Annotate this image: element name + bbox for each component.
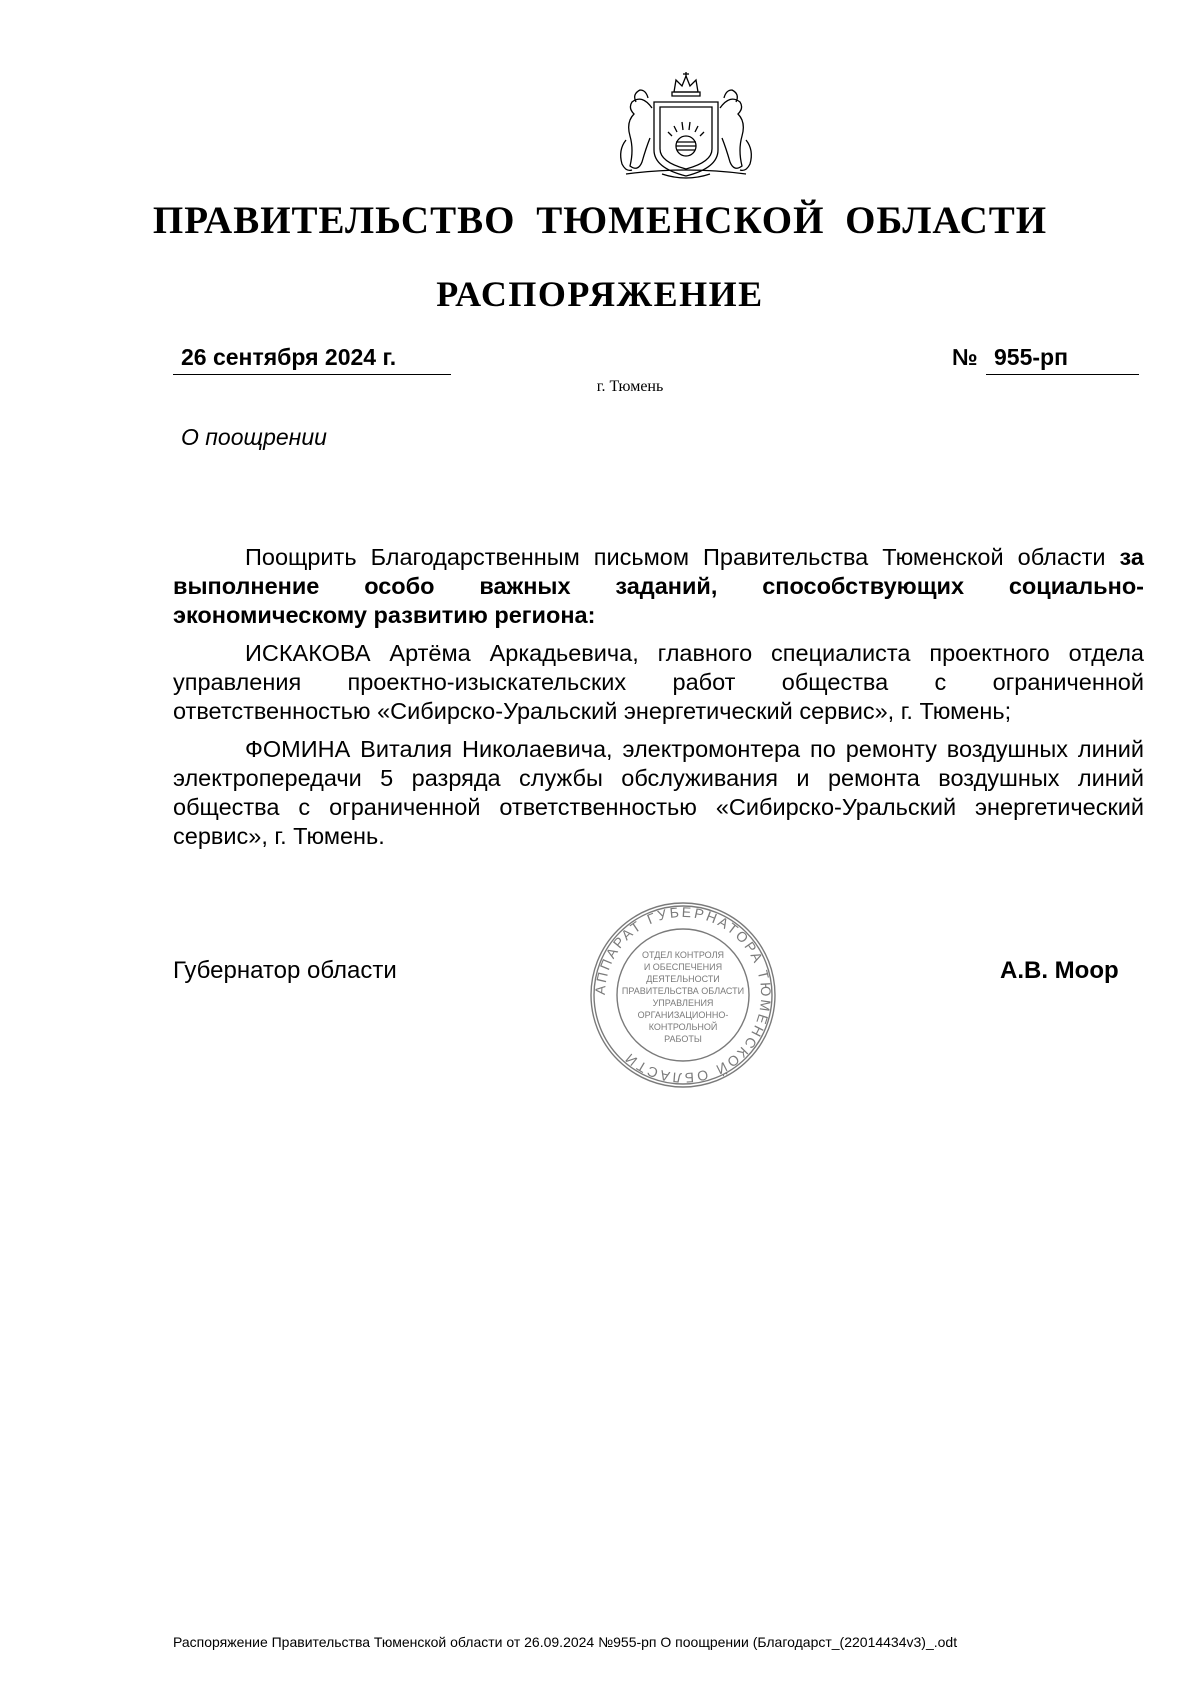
document-body (173, 543, 1144, 860)
body-paragraph-1-plain: Поощрить Благодарственным письмом Правительства Тюменской области (245, 544, 1120, 570)
document-number: 955-рп (986, 344, 1139, 375)
body-paragraph-1 (173, 543, 1144, 630)
signatory-name: А.В. Моор (1000, 957, 1119, 984)
stamp-line: И ОБЕСПЕЧЕНИЯ (643, 962, 723, 972)
stamp-line: РАБОТЫ (664, 1034, 702, 1044)
issue-city: г. Тюмень (596, 378, 664, 395)
stamp-line: УПРАВЛЕНИЯ (652, 998, 714, 1008)
stamp-line: ОТДЕЛ КОНТРОЛЯ (642, 950, 724, 960)
document-footer: Распоряжение Правительства Тюменской области от 26.09.2024 №955-рп О поощрении (Благодарст_(22014434v3)_.odt (173, 1634, 958, 1650)
signatory-role: Губернатор области (173, 957, 397, 984)
stamp-line: ОРГАНИЗАЦИОННО- (637, 1010, 729, 1020)
body-paragraph-1-bold: за выполнение особо важных заданий, способствующих социально-экономическому развитию региона: (173, 544, 1144, 628)
stamp-line: КОНТРОЛЬНОЙ (648, 1022, 718, 1032)
document-type-title: РАСПОРЯЖЕНИЕ (436, 274, 764, 314)
document-subject: О поощрении (181, 424, 327, 450)
body-paragraph-2: ИСКАКОВА Артёма Аркадьевича, главного специалиста проектного отдела управления проектно-изыскательских работ общества с ограниченной ответственностью «Сибирско-Уральский энергетический сервис», г. Тюмень; (173, 640, 1144, 724)
body-paragraph-3: ФОМИНА Виталия Николаевича, электромонтера по ремонту воздушных линий электропередачи 5 разряда службы обслуживания и ремонта воздушных линий общества с ограниченной ответственностью «Сибирско-Уральский энергетический сервис», г. Тюмень. (173, 736, 1144, 849)
stamp-line: ПРАВИТЕЛЬСТВА ОБЛАСТИ (621, 986, 745, 996)
coat-of-arms-emblem (596, 70, 776, 185)
stamp-line: ДЕЯТЕЛЬНОСТИ (646, 974, 720, 984)
official-stamp (588, 900, 778, 1090)
number-sign: № (952, 344, 978, 370)
stamp-ring-text: АППАРАТ ГУБЕРНАТОРА ТЮМЕНСКОЙ ОБЛАСТИ (591, 903, 775, 1087)
document-date: 26 сентября 2024 г. (173, 344, 451, 375)
government-title: ПРАВИТЕЛЬСТВО ТЮМЕНСКОЙ ОБЛАСТИ (152, 199, 1048, 242)
